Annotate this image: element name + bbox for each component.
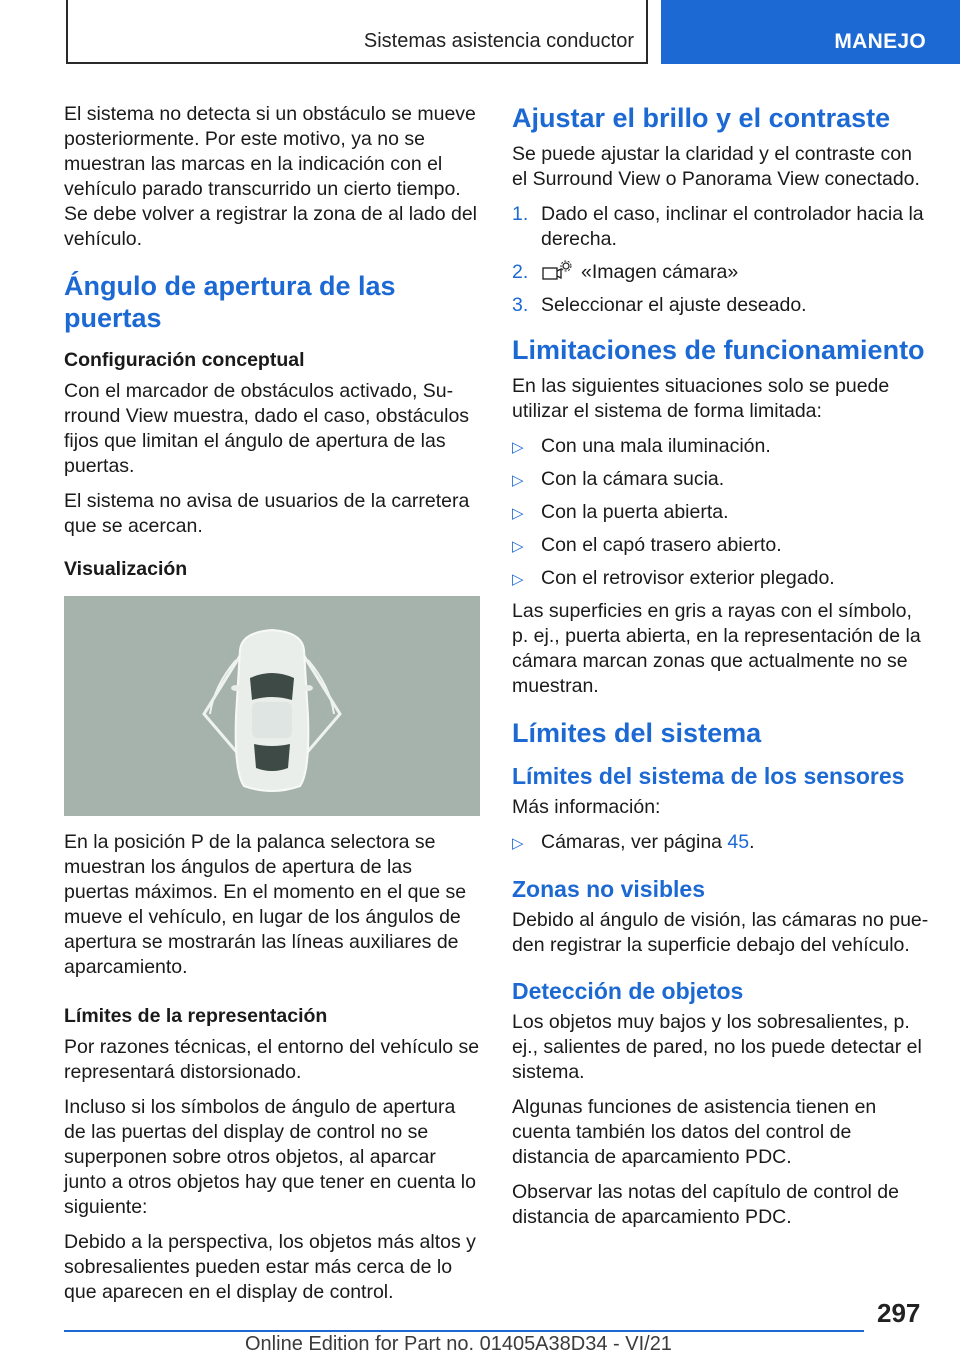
list-item [512,830,930,856]
detection-paragraph-3: Observar las notas del capítulo de control de distancia de aparcamiento PDC. [512,1181,899,1228]
list-item [512,434,930,460]
right-column [512,102,930,1240]
triangle-right-icon: ▷ [512,571,524,588]
list-item-text: Con una mala iluminación. [541,435,771,457]
list-item [512,533,930,559]
triangle-right-icon: ▷ [512,472,524,489]
chapter-tab[interactable] [661,0,960,64]
step-item [512,293,930,318]
limitations-paragraph: En las siguientes situaciones solo se puede utilizar el sistema de forma limitada: [512,375,890,422]
step-number: 3. [512,294,529,316]
step-item [512,260,930,285]
page-number: 297 [877,1298,921,1328]
detection-paragraph-2: Algunas funciones de asistencia tienen en cuenta también los datos del control de distancia de aparcamiento PDC. [512,1096,877,1168]
more-info: Más información: [512,796,661,818]
step-number: 1. [512,203,529,225]
limitations-note: Las superficies en gris a rayas con el símbolo, p. ej., puerta abierta, en la representación de la cámara marcan zonas que actualmente no se muestran. [512,600,921,697]
list-item-text: Con el retrovisor exterior plegado. [541,567,835,589]
step-text: Dado el caso, inclinar el controlador hacia la derecha. [541,203,924,250]
list-item-text: Con la puerta abierta. [541,501,729,523]
chapter-tab-label: MANEJO [834,30,926,53]
section-title: Sistemas asistencia conductor [363,30,634,52]
heading-sensor-limits: Límites del sistema de los sensores [512,763,905,789]
camera-settings-icon [541,260,573,282]
cameras-end: . [749,831,755,853]
footer-divider [64,1330,864,1332]
cameras-text: Cámaras, ver página [541,831,728,853]
heading-not-visible: Zonas no visibles [512,876,705,902]
step-item [512,202,930,252]
heading-door-angle: Ángulo de apertura de las puertas [64,271,396,333]
header-section-box [66,0,648,64]
intro-paragraph: El sistema no detecta si un obstáculo se mueve posteriormente. Por este motivo, ya no se muestran las marcas en la indicación con el vehículo parado transcurrido un cierto tiempo. Se debe volver a registrar la zona de al lado del vehículo. [64,103,478,250]
heading-limitations: Limitaciones de funcionamiento [512,335,925,365]
list-item [512,467,930,493]
heading-system-limits: Límites del sistema [512,718,762,748]
list-item-text [541,830,755,856]
triangle-right-icon: ▷ [512,835,524,852]
limits-paragraph-2: Incluso si los símbolos de ángulo de apertura de las puertas del display de control no se superponen sobre otros objetos, al aparcar junto a otros objetos hay que tener en cuenta lo siguiente: [64,1096,476,1218]
list-item-text: Con la cámara sucia. [541,468,725,490]
left-column [64,102,482,1315]
list-item-text: Con el capó trasero abierto. [541,534,782,556]
triangle-right-icon: ▷ [512,439,524,456]
display-paragraph: En la posición P de la palanca selectora se muestran los ángulos de apertura de las puertas máximos. En el momento en el que se mueve el vehículo, en lugar de los ángulos de apertura se mostrarán las líneas auxiliares de aparcamiento. [64,831,467,978]
detection-paragraph-1: Los objetos muy bajos y los sobresalientes, p. ej., salientes de pared, no los puede detectar el sistema. [512,1011,922,1083]
triangle-right-icon: ▷ [512,538,524,555]
list-item [512,500,930,526]
subheading-limits: Límites de la representación [64,1005,328,1027]
page-link-45[interactable]: 45 [727,831,750,853]
car-top-view-icon [64,596,480,816]
footer-edition: Online Edition for Part no. 01405A38D34 - VI/21 [245,1333,672,1355]
heading-brightness: Ajustar el brillo y el contraste [512,103,891,133]
door-angle-illustration [64,596,480,816]
not-visible-paragraph: Debido al ángulo de visión, las cámaras no pueden registrar la superficie debajo del vehículo. [512,909,929,956]
triangle-right-icon: ▷ [512,505,524,522]
subheading-display: Visualización [64,558,188,580]
limits-paragraph-1: Por razones técnicas, el entorno del vehículo se representará distorsionado. [64,1036,480,1083]
concept-paragraph-1: Con el marcador de obstáculos activado, Surround View muestra, dado el caso, obstáculos fijos que limitan el ángulo de apertura de las puertas. [64,380,470,477]
step-number: 2. [512,261,529,283]
limits-paragraph-3: Debido a la perspectiva, los objetos más altos y sobresalientes pueden estar más cerca de lo que aparecen en el display de control. [64,1231,476,1303]
heading-detection: Detección de objetos [512,978,744,1004]
step-text: Seleccionar el ajuste deseado. [541,294,807,316]
list-item [512,566,930,592]
subheading-concept: Configuración conceptual [64,349,305,371]
brightness-paragraph: Se puede ajustar la claridad y el contraste con el Surround View o Panorama View conectado. [512,143,920,190]
concept-paragraph-2: El sistema no avisa de usuarios de la carretera que se acercan. [64,490,470,537]
step-text: «Imagen cámara» [581,261,739,283]
